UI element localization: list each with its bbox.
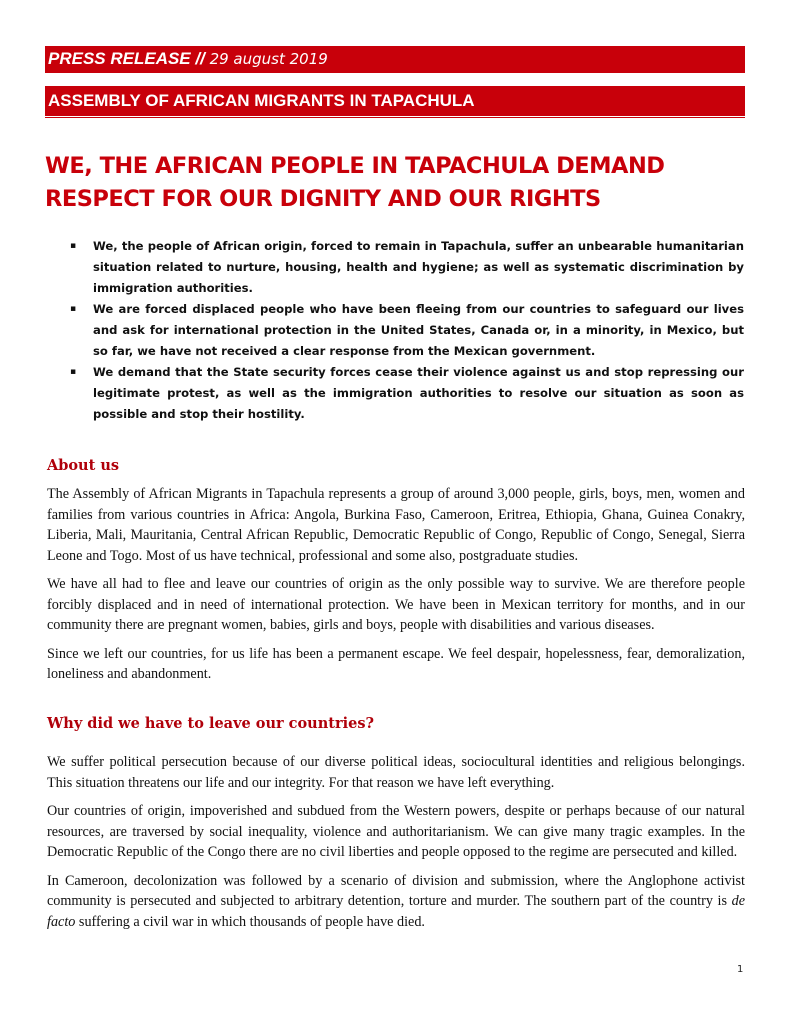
- about-paragraph: Since we left our countries, for us life has been a permanent escape. We feel despair, hopelessness, fear, demoralization, loneliness and abandonment.: [47, 645, 745, 682]
- demand-item: [60, 362, 744, 425]
- organization-name: ASSEMBLY OF AFRICAN MIGRANTS IN TAPACHULA: [48, 91, 475, 110]
- why-paragraph: We suffer political persecution because of our diverse political ideas, sociocultural identities and religious belongings. This situation threatens our life and our integrity. For that reason we have left everything.: [47, 754, 745, 791]
- why-paragraph: Our countries of origin, impoverished and subdued from the Western powers, despite or perhaps because of our natural resources, are traversed by social inequality, violence and authoritarianism. We can give many tragic examples. In the Democratic Republic of the Congo there are no civil liberties and people opposed to the regime are persecuted and killed.: [47, 803, 745, 860]
- page-number: 1: [737, 964, 744, 975]
- press-release-banner: [45, 46, 745, 73]
- why-heading: Why did we have to leave our countries?: [47, 715, 374, 732]
- about-heading: About us: [47, 457, 120, 474]
- demand-text: We demand that the State security forces cease their violence against us and stop repressing our legitimate protest, as well as the immigration authorities to resolve our situation as soon as possible and stop their hostility.: [93, 365, 744, 421]
- banner-rule: [45, 117, 745, 118]
- why-text: suffering a civil war in which thousands of people have died.: [75, 913, 425, 930]
- demand-text: We are forced displaced people who have been fleeing from our countries to safeguard our lives and ask for international protection in the United States, Canada or, in a minority, in Mexico, but so far, we have not received a clear response from the Mexican government.: [93, 302, 744, 358]
- emphasis-text: de facto: [47, 893, 745, 930]
- about-paragraph: The Assembly of African Migrants in Tapachula represents a group of around 3,000 people, girls, boys, men, women and families from various countries in Africa: Angola, Burkina Faso, Cameroon, Eritrea, Ethiopia, Ghana, Guinea Conakry, Liberia, Mali, Mauritania, Central African Republic, Democratic Republic of Congo, Republic of Congo, Senegal, Sierra Leone and Togo. Most of us have technical, professional and some also, postgraduate studies.: [47, 486, 745, 564]
- why-text: In Cameroon, decolonization was followed by a scenario of division and submission, where the Anglophone activist community is persecuted and subjected to arbitrary detention, torture and murder. The southern part of the country is: [47, 872, 745, 909]
- why-paragraph: [47, 871, 745, 933]
- bullet-marker: ▪: [70, 367, 77, 377]
- about-section: [47, 456, 745, 693]
- demand-text: We, the people of African origin, forced to remain in Tapachula, suffer an unbearable humanitarian situation related to nurture, housing, health and hygiene; as well as systematic discrimination by immigration authorities.: [93, 239, 744, 295]
- press-release-label: PRESS RELEASE //: [48, 49, 205, 68]
- release-date: 29 august 2019: [209, 50, 328, 68]
- demands-list: [60, 236, 744, 425]
- organization-banner: [45, 86, 745, 116]
- bullet-marker: ▪: [70, 304, 77, 314]
- bullet-marker: ▪: [70, 241, 77, 251]
- demand-item: [60, 236, 744, 299]
- page-title: WE, THE AFRICAN PEOPLE IN TAPACHULA DEMAND RESPECT FOR OUR DIGNITY AND OUR RIGHTS: [45, 153, 665, 212]
- why-section: [47, 714, 745, 940]
- about-paragraph: We have all had to flee and leave our countries of origin as the only possible way to survive. We are therefore people forcibly displaced and in need of international protection. We have been in Mexican territory for months, and in our community there are pregnant women, babies, girls and boys, people with disabilities and various diseases.: [47, 576, 745, 633]
- demand-item: [60, 299, 744, 362]
